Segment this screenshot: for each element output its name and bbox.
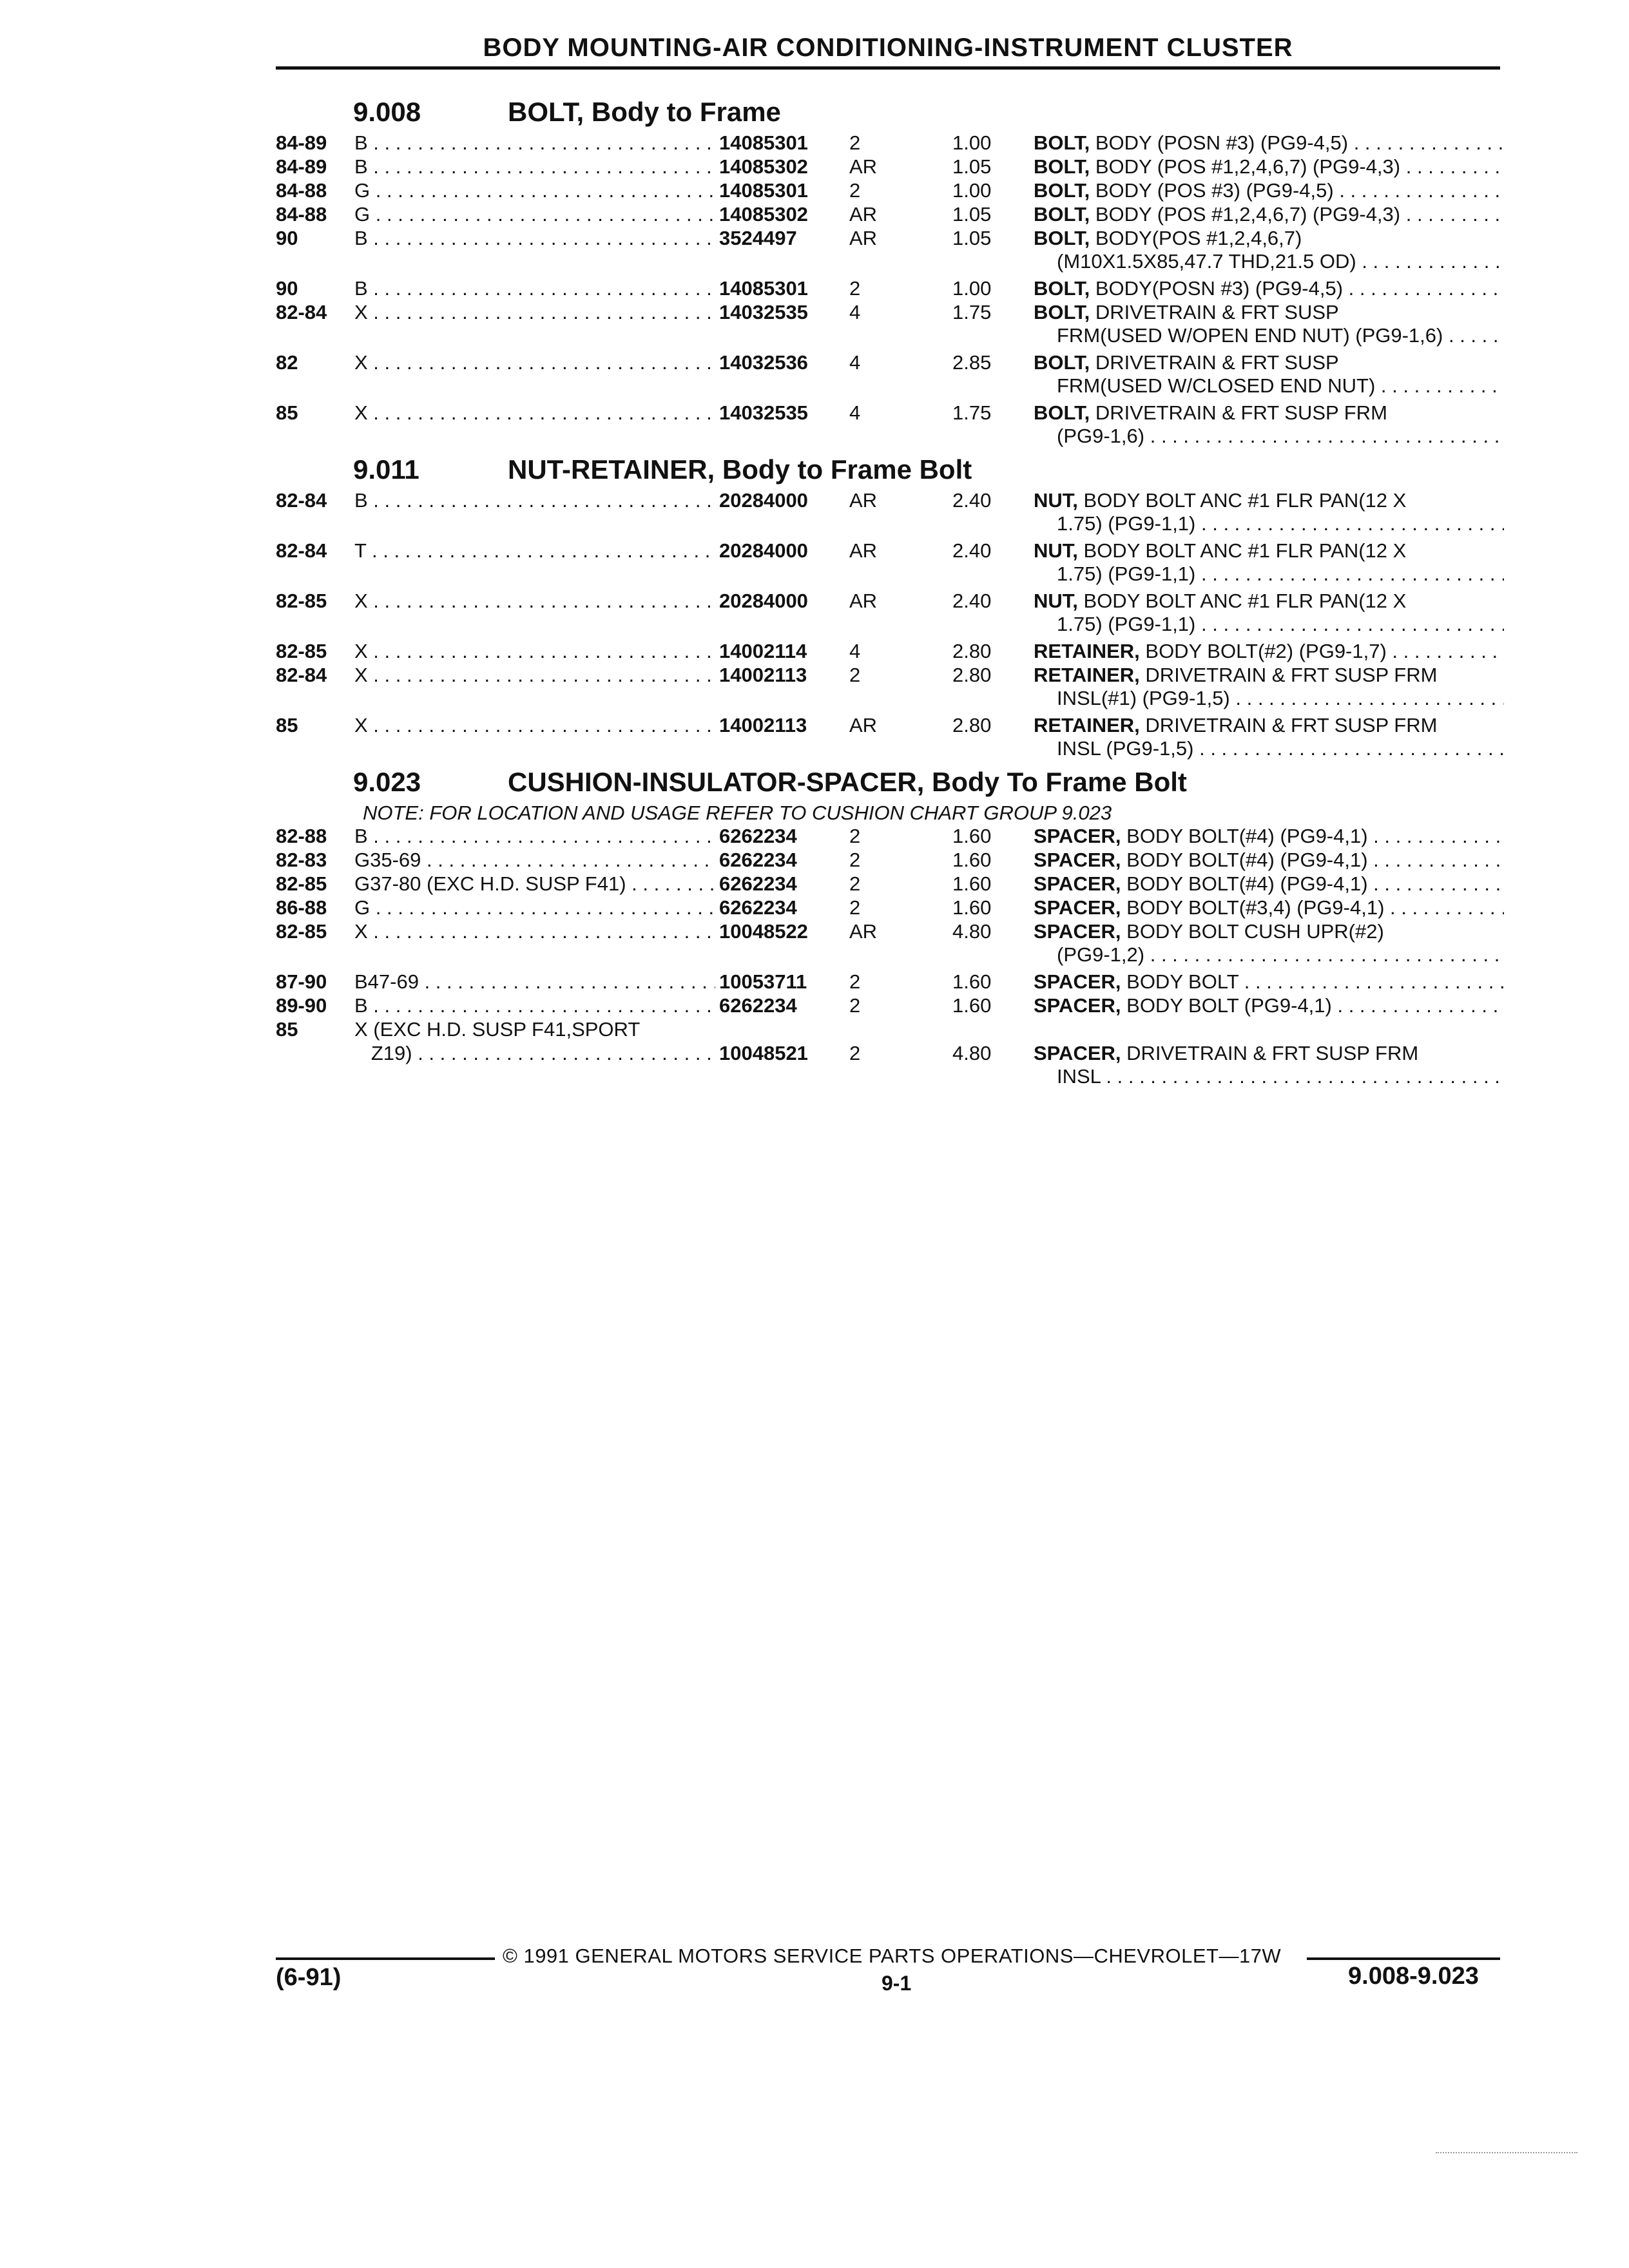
model-years: 85 — [276, 1018, 298, 1041]
description-text: DRIVETRAIN & FRT SUSP FRM — [1145, 664, 1438, 686]
model-code: B . . . — [354, 489, 715, 512]
description-line — [1034, 896, 1504, 919]
parts-row — [276, 896, 1500, 920]
section-title: CUSHION-INSULATOR-SPACER, Body To Frame Bolt — [508, 767, 1187, 797]
labor-units: 1.75 — [952, 401, 992, 424]
description-keyword: SPACER, — [1034, 970, 1121, 993]
description-keyword: RETAINER, — [1034, 664, 1140, 686]
model-years: 84-89 — [276, 155, 327, 178]
description-keyword: SPACER, — [1034, 849, 1121, 871]
model-years: 84-88 — [276, 203, 327, 226]
part-description — [1034, 640, 1504, 663]
part-number: 10048521 — [719, 1042, 808, 1064]
description-line — [1034, 562, 1504, 586]
part-description — [1034, 401, 1504, 448]
parts-row — [276, 1018, 1500, 1042]
part-number: 20284000 — [719, 539, 808, 562]
parts-row — [276, 131, 1500, 155]
quantity: 4 — [849, 351, 861, 374]
description-line — [1034, 943, 1504, 966]
model-years: 90 — [276, 277, 298, 300]
description-line — [1034, 155, 1504, 178]
quantity: AR — [849, 489, 878, 512]
part-description — [1034, 590, 1504, 636]
description-line — [1034, 1065, 1504, 1088]
labor-units: 1.60 — [952, 825, 992, 847]
description-text: INSL (PG9-1,5) — [1057, 737, 1194, 760]
description-keyword: SPACER, — [1034, 994, 1121, 1017]
part-description — [1034, 489, 1504, 535]
quantity: 2 — [849, 970, 861, 993]
parts-row — [276, 590, 1500, 640]
part-number: 14002113 — [719, 664, 807, 686]
description-text: BODY BOLT — [1126, 970, 1239, 993]
part-description — [1034, 1042, 1504, 1088]
model-code: X . . . — [354, 301, 715, 324]
description-line — [1034, 714, 1504, 737]
model-years: 87-90 — [276, 970, 327, 993]
quantity: AR — [849, 227, 878, 249]
section-heading — [276, 454, 1500, 489]
quantity: 2 — [849, 179, 861, 202]
description-line — [1034, 203, 1504, 226]
quantity: 2 — [849, 1042, 861, 1064]
quantity: 2 — [849, 994, 861, 1017]
model-code: X . . . — [354, 920, 715, 943]
labor-units: 1.60 — [952, 849, 992, 871]
description-text: (PG9-1,6) — [1057, 425, 1145, 447]
description-text: BODY (POSN #3) (PG9-4,5) — [1095, 131, 1349, 154]
part-number: 6262234 — [719, 849, 797, 871]
parts-row — [276, 155, 1500, 179]
description-keyword: RETAINER, — [1034, 714, 1140, 736]
part-description — [1034, 714, 1504, 760]
model-years: 82-84 — [276, 664, 327, 686]
model-code: X . . . — [354, 351, 715, 374]
part-number: 6262234 — [719, 825, 797, 847]
parts-row — [276, 714, 1500, 764]
part-description — [1034, 849, 1504, 872]
part-description — [1034, 277, 1504, 300]
parts-row — [276, 203, 1500, 227]
model-code: G . . . — [354, 179, 715, 202]
model-code: G37-80 (EXC H.D. SUSP F41) . . . — [354, 872, 715, 896]
parts-row — [276, 351, 1500, 401]
description-text: DRIVETRAIN & FRT SUSP — [1095, 351, 1339, 374]
part-description — [1034, 227, 1504, 273]
model-years: 82-85 — [276, 640, 327, 662]
labor-units: 2.80 — [952, 640, 992, 662]
description-text: BODY(POS #1,2,4,6,7) — [1095, 227, 1302, 249]
part-description — [1034, 155, 1504, 178]
section-2 — [276, 767, 1500, 1092]
section-0 — [276, 97, 1500, 452]
part-description — [1034, 351, 1504, 398]
labor-units: 2.85 — [952, 351, 992, 374]
part-number: 14085301 — [719, 131, 808, 154]
labor-units: 1.60 — [952, 994, 992, 1017]
labor-units: 2.40 — [952, 489, 992, 512]
model-years: 84-88 — [276, 179, 327, 202]
description-line — [1034, 277, 1504, 300]
model-code: B . . . — [354, 825, 715, 848]
description-keyword: BOLT, — [1034, 203, 1090, 226]
description-keyword: BOLT, — [1034, 179, 1090, 202]
description-text: DRIVETRAIN & FRT SUSP — [1095, 301, 1339, 323]
model-code: Z19) . . . — [354, 1042, 715, 1065]
description-text: 1.75) (PG9-1,1) — [1057, 613, 1196, 635]
section-1 — [276, 454, 1500, 764]
description-text: FRM(USED W/CLOSED END NUT) — [1057, 374, 1376, 397]
parts-row — [276, 539, 1500, 590]
part-number: 6262234 — [719, 872, 797, 895]
description-line — [1034, 512, 1504, 535]
quantity: AR — [849, 203, 878, 226]
description-line — [1034, 590, 1504, 613]
parts-row — [276, 920, 1500, 970]
description-line — [1034, 825, 1504, 848]
part-description — [1034, 896, 1504, 919]
description-text: DRIVETRAIN & FRT SUSP FRM — [1145, 714, 1438, 736]
footer-page-number: 9-1 — [882, 1972, 912, 1995]
section-note: NOTE: FOR LOCATION AND USAGE REFER TO CUSHION CHART GROUP 9.023 — [363, 802, 1112, 824]
quantity: 2 — [849, 872, 861, 895]
description-text: BODY (POS #1,2,4,6,7) (PG9-4,3) — [1095, 155, 1401, 178]
quantity: 2 — [849, 896, 861, 919]
part-number: 14085301 — [719, 277, 808, 300]
description-text: BODY BOLT(#3,4) (PG9-4,1) — [1126, 896, 1385, 919]
part-number: 14085301 — [719, 179, 808, 202]
part-number: 14032535 — [719, 301, 808, 323]
labor-units: 1.05 — [952, 203, 992, 226]
description-line — [1034, 539, 1504, 562]
footer-date-code: (6-91) — [276, 1964, 342, 1991]
quantity: AR — [849, 590, 878, 612]
parts-row — [276, 179, 1500, 203]
description-text: BODY BOLT ANC #1 FLR PAN(12 X — [1083, 539, 1407, 562]
model-years: 89-90 — [276, 994, 327, 1017]
parts-row — [276, 849, 1500, 872]
description-keyword: BOLT, — [1034, 131, 1090, 154]
part-number: 20284000 — [719, 489, 808, 512]
description-keyword: RETAINER, — [1034, 640, 1140, 662]
model-years: 85 — [276, 714, 298, 736]
part-description — [1034, 994, 1504, 1017]
description-line — [1034, 687, 1504, 710]
description-keyword: NUT, — [1034, 489, 1078, 512]
description-line — [1034, 374, 1504, 398]
parts-row — [276, 401, 1500, 452]
model-code: X . . . — [354, 664, 715, 687]
description-line — [1034, 489, 1504, 512]
description-text: BODY BOLT(#2) (PG9-1,7) — [1145, 640, 1387, 662]
model-code: G35-69 . . . — [354, 849, 715, 872]
description-keyword: NUT, — [1034, 590, 1078, 612]
description-line — [1034, 970, 1504, 994]
description-line — [1034, 131, 1504, 155]
description-text: DRIVETRAIN & FRT SUSP FRM — [1095, 401, 1387, 424]
model-code: G . . . — [354, 896, 715, 919]
description-text: DRIVETRAIN & FRT SUSP FRM — [1126, 1042, 1419, 1064]
description-keyword: BOLT, — [1034, 301, 1090, 323]
description-text: BODY (POS #3) (PG9-4,5) — [1095, 179, 1334, 202]
section-title: BOLT, Body to Frame — [508, 97, 781, 127]
section-number: 9.008 — [353, 97, 421, 127]
section-title: NUT-RETAINER, Body to Frame Bolt — [508, 454, 972, 485]
labor-units: 1.75 — [952, 301, 992, 323]
description-keyword: SPACER, — [1034, 920, 1121, 943]
parts-row — [276, 489, 1500, 539]
part-description — [1034, 825, 1504, 848]
part-number: 14032536 — [719, 351, 808, 374]
model-years: 82-85 — [276, 872, 327, 895]
model-years: 82 — [276, 351, 298, 374]
part-number: 6262234 — [719, 896, 797, 919]
labor-units: 1.60 — [952, 970, 992, 993]
description-keyword: BOLT, — [1034, 227, 1090, 249]
description-keyword: BOLT, — [1034, 401, 1090, 424]
part-number: 14085302 — [719, 155, 808, 178]
labor-units: 2.80 — [952, 664, 992, 686]
quantity: AR — [849, 920, 878, 943]
description-text: BODY BOLT (PG9-4,1) — [1126, 994, 1332, 1017]
description-line — [1034, 324, 1504, 347]
description-line — [1034, 425, 1504, 448]
description-line — [1034, 351, 1504, 374]
description-text: BODY BOLT(#4) (PG9-4,1) — [1126, 849, 1368, 871]
description-text: INSL(#1) (PG9-1,5) — [1057, 687, 1230, 709]
description-text: 1.75) (PG9-1,1) — [1057, 562, 1196, 585]
section-heading — [276, 97, 1500, 131]
description-line — [1034, 613, 1504, 636]
part-number: 14002114 — [719, 640, 807, 662]
parts-row — [276, 227, 1500, 277]
quantity: 2 — [849, 849, 861, 871]
model-code: X . . . — [354, 640, 715, 663]
description-text: INSL — [1057, 1065, 1101, 1088]
description-line — [1034, 401, 1504, 425]
description-line — [1034, 664, 1504, 687]
part-description — [1034, 179, 1504, 202]
parts-row — [276, 970, 1500, 994]
model-code: T . . . — [354, 539, 715, 562]
part-description — [1034, 301, 1504, 347]
description-keyword: SPACER, — [1034, 1042, 1121, 1064]
model-years: 82-83 — [276, 849, 327, 871]
description-text: BODY BOLT(#4) (PG9-4,1) — [1126, 872, 1368, 895]
model-code: X (EXC H.D. SUSP F41,SPORT — [354, 1018, 641, 1041]
section-heading — [276, 767, 1500, 802]
quantity: 4 — [849, 640, 861, 662]
part-number: 14002113 — [719, 714, 807, 736]
quantity: 4 — [849, 301, 861, 323]
description-keyword: SPACER, — [1034, 872, 1121, 895]
part-description — [1034, 970, 1504, 994]
description-line — [1034, 250, 1504, 273]
model-code: B . . . — [354, 131, 715, 155]
model-years: 86-88 — [276, 896, 327, 919]
labor-units: 4.80 — [952, 920, 992, 943]
labor-units: 1.00 — [952, 179, 992, 202]
parts-row — [276, 640, 1500, 664]
description-line — [1034, 1042, 1504, 1065]
description-text: BODY BOLT(#4) (PG9-4,1) — [1126, 825, 1368, 847]
description-keyword: BOLT, — [1034, 351, 1090, 374]
part-number: 14085302 — [719, 203, 808, 226]
model-years: 82-84 — [276, 301, 327, 323]
description-text: BODY BOLT ANC #1 FLR PAN(12 X — [1083, 590, 1407, 612]
labor-units: 1.00 — [952, 131, 992, 154]
description-keyword: NUT, — [1034, 539, 1078, 562]
parts-row — [276, 994, 1500, 1018]
model-code: X . . . — [354, 590, 715, 613]
description-text: BODY BOLT CUSH UPR(#2) — [1126, 920, 1384, 943]
labor-units: 4.80 — [952, 1042, 992, 1064]
description-line — [1034, 640, 1504, 663]
part-number: 6262234 — [719, 994, 797, 1017]
part-description — [1034, 872, 1504, 896]
parts-row — [276, 664, 1500, 714]
part-number: 20284000 — [719, 590, 808, 612]
model-code: X . . . — [354, 401, 715, 425]
labor-units: 2.40 — [952, 590, 992, 612]
part-number: 3524497 — [719, 227, 797, 249]
labor-units: 2.40 — [952, 539, 992, 562]
quantity: 2 — [849, 664, 861, 686]
part-description — [1034, 203, 1504, 226]
model-code: B . . . — [354, 277, 715, 300]
description-text: BODY(POSN #3) (PG9-4,5) — [1095, 277, 1344, 300]
model-code: B . . . — [354, 155, 715, 178]
footer-copyright: © 1991 GENERAL MOTORS SERVICE PARTS OPERATIONS—CHEVROLET—17W — [503, 1945, 1282, 1967]
labor-units: 1.00 — [952, 277, 992, 300]
part-description — [1034, 539, 1504, 586]
model-code: B . . . — [354, 227, 715, 250]
labor-units: 1.60 — [952, 872, 992, 895]
model-code: B47-69 . . . — [354, 970, 715, 994]
footer-rule-left — [276, 1957, 495, 1960]
model-code: G . . . — [354, 203, 715, 226]
parts-row — [276, 825, 1500, 849]
description-text: BODY BOLT ANC #1 FLR PAN(12 X — [1083, 489, 1407, 512]
part-description — [1034, 131, 1504, 155]
quantity: 4 — [849, 401, 861, 424]
description-keyword: SPACER, — [1034, 825, 1121, 847]
part-description — [1034, 920, 1504, 966]
description-line — [1034, 849, 1504, 872]
description-line — [1034, 301, 1504, 324]
model-years: 82-84 — [276, 489, 327, 512]
part-number: 14032535 — [719, 401, 808, 424]
quantity: 2 — [849, 277, 861, 300]
description-keyword: BOLT, — [1034, 155, 1090, 178]
description-line — [1034, 920, 1504, 943]
quantity: AR — [849, 155, 878, 178]
model-years: 82-85 — [276, 920, 327, 943]
labor-units: 1.60 — [952, 896, 992, 919]
quantity: 2 — [849, 825, 861, 847]
model-years: 85 — [276, 401, 298, 424]
parts-row — [276, 1042, 1500, 1092]
footer-rule-right — [1307, 1957, 1500, 1960]
description-text: BODY (POS #1,2,4,6,7) (PG9-4,3) — [1095, 203, 1401, 226]
description-line — [1034, 872, 1504, 896]
description-line — [1034, 179, 1504, 202]
model-code: X . . . — [354, 714, 715, 737]
labor-units: 2.80 — [952, 714, 992, 736]
model-years: 90 — [276, 227, 298, 249]
description-text: (M10X1.5X85,47.7 THD,21.5 OD) — [1057, 250, 1356, 273]
section-number: 9.011 — [353, 454, 419, 485]
description-text: FRM(USED W/OPEN END NUT) (PG9-1,6) — [1057, 324, 1443, 347]
footer-group-range: 9.008-9.023 — [1348, 1963, 1479, 1990]
part-number: 10053711 — [719, 970, 807, 993]
scan-artifact — [1436, 2152, 1577, 2153]
description-keyword: BOLT, — [1034, 277, 1090, 300]
description-text: 1.75) (PG9-1,1) — [1057, 512, 1196, 535]
quantity: AR — [849, 539, 878, 562]
model-years: 82-85 — [276, 590, 327, 612]
labor-units: 1.05 — [952, 227, 992, 249]
part-number: 10048522 — [719, 920, 808, 943]
parts-row — [276, 301, 1500, 351]
parts-row — [276, 277, 1500, 301]
model-years: 84-89 — [276, 131, 327, 154]
description-line — [1034, 227, 1504, 250]
model-years: 82-84 — [276, 539, 327, 562]
quantity: AR — [849, 714, 878, 736]
quantity: 2 — [849, 131, 861, 154]
description-line — [1034, 994, 1504, 1017]
model-years: 82-88 — [276, 825, 327, 847]
description-keyword: SPACER, — [1034, 896, 1121, 919]
section-number: 9.023 — [353, 767, 421, 797]
labor-units: 1.05 — [952, 155, 992, 178]
page-title: BODY MOUNTING-AIR CONDITIONING-INSTRUMENT CLUSTER — [276, 34, 1500, 70]
description-line — [1034, 737, 1504, 760]
part-description — [1034, 664, 1504, 710]
parts-row — [276, 872, 1500, 896]
description-text: (PG9-1,2) — [1057, 943, 1145, 966]
model-code: B . . . — [354, 994, 715, 1017]
